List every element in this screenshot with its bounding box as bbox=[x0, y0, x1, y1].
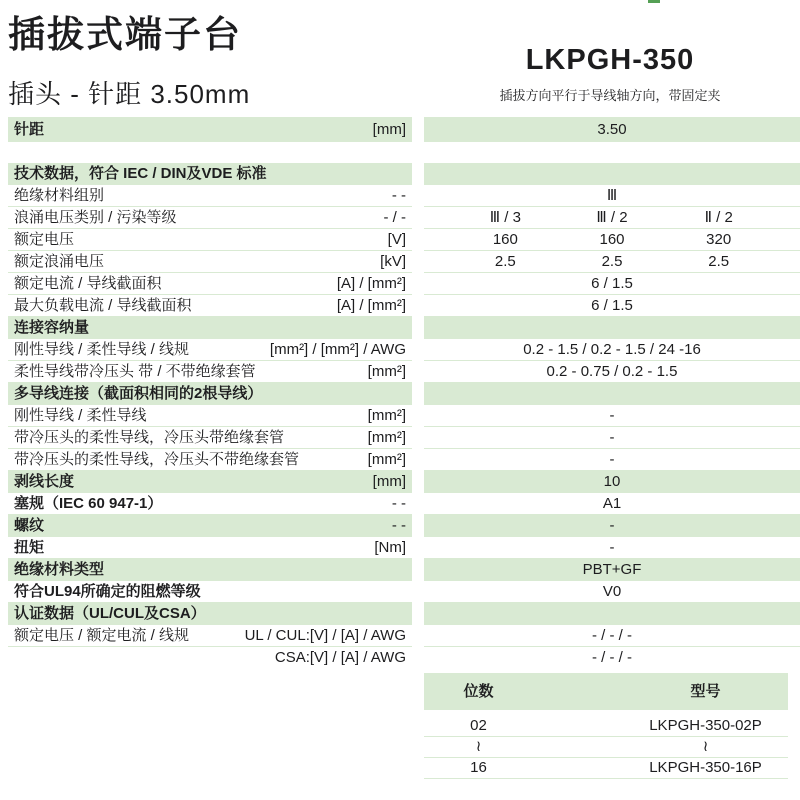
spec-row-left bbox=[8, 625, 412, 647]
spec-row-values bbox=[424, 317, 800, 339]
spec-row-left bbox=[8, 647, 412, 669]
model-table-row bbox=[424, 716, 788, 737]
spec-row-left bbox=[8, 251, 412, 273]
spec-label: 多导线连接（截面积相同的2根导线） bbox=[14, 385, 263, 402]
spec-row-values bbox=[424, 207, 800, 229]
spec-row-left bbox=[8, 361, 412, 383]
spec-table bbox=[0, 117, 800, 669]
model-partnumber-cell: ≀ bbox=[702, 738, 709, 755]
spec-row bbox=[0, 427, 800, 449]
spec-row bbox=[0, 559, 800, 581]
spec-row bbox=[0, 185, 800, 207]
spec-value: Ⅲ / 3 bbox=[489, 209, 521, 226]
spec-row-left bbox=[8, 449, 412, 471]
model-positions-cell: 16 bbox=[470, 759, 487, 776]
spec-row-left bbox=[8, 185, 412, 207]
model-partnumber-cell: LKPGH-350-02P bbox=[649, 717, 762, 734]
spec-value: 160 bbox=[599, 231, 625, 248]
spec-unit: [V] bbox=[387, 231, 406, 248]
spec-row-values bbox=[424, 471, 800, 493]
spec-row bbox=[0, 493, 800, 515]
spec-row bbox=[0, 471, 800, 493]
spec-label: 刚性导线 / 柔性导线 / 线规 bbox=[14, 341, 190, 358]
spec-label: 浪涌电压类别 / 污染等级 bbox=[14, 209, 177, 226]
spec-row-left bbox=[8, 117, 412, 142]
spec-row-left bbox=[8, 229, 412, 251]
spec-row bbox=[0, 405, 800, 427]
spec-row-values bbox=[424, 625, 800, 647]
spec-row-values bbox=[424, 603, 800, 625]
spec-row bbox=[0, 229, 800, 251]
spec-row bbox=[0, 207, 800, 229]
spec-value: A1 bbox=[602, 495, 622, 512]
model-table-row bbox=[424, 758, 788, 779]
section-header-row bbox=[0, 603, 800, 625]
spec-unit: [kV] bbox=[380, 253, 406, 270]
spec-row-values bbox=[424, 295, 800, 317]
spec-row-left bbox=[8, 515, 412, 537]
spec-row-values bbox=[424, 185, 800, 207]
model-table-header-partnumber: 型号 bbox=[690, 683, 721, 700]
section-header-row bbox=[0, 383, 800, 405]
spec-row-left bbox=[8, 207, 412, 229]
spec-value: 2.5 bbox=[708, 253, 730, 270]
spec-label: 连接容纳量 bbox=[14, 319, 90, 336]
spec-label: 额定电压 / 额定电流 / 线规 bbox=[14, 627, 190, 644]
spec-unit: [mm²] bbox=[367, 363, 406, 380]
spec-row bbox=[0, 581, 800, 603]
spec-row-values bbox=[424, 383, 800, 405]
spec-value: - bbox=[609, 517, 615, 534]
spec-unit: [mm] bbox=[372, 121, 406, 138]
spec-value: - bbox=[609, 539, 615, 556]
spec-label: 剥线长度 bbox=[14, 473, 75, 490]
model-partnumber-cell: LKPGH-350-16P bbox=[649, 759, 762, 776]
spec-row bbox=[0, 361, 800, 383]
spec-row-values bbox=[424, 449, 800, 471]
spec-unit: [mm²] bbox=[367, 407, 406, 424]
spec-value: Ⅱ / 2 bbox=[704, 209, 733, 226]
section-header-row bbox=[0, 317, 800, 339]
spec-value: 0.2 - 0.75 / 0.2 - 1.5 bbox=[546, 363, 678, 380]
spec-row-values bbox=[424, 427, 800, 449]
section-header-row bbox=[0, 163, 800, 185]
spec-row-left bbox=[8, 493, 412, 515]
spec-value: 3.50 bbox=[597, 121, 627, 138]
spec-row-values bbox=[424, 405, 800, 427]
spec-label: 额定电流 / 导线截面积 bbox=[14, 275, 162, 292]
spec-value: V0 bbox=[602, 583, 622, 600]
spec-row-values bbox=[424, 251, 800, 273]
spec-row-left bbox=[8, 581, 412, 603]
spec-row-values bbox=[424, 515, 800, 537]
model-number: LKPGH-350 bbox=[525, 44, 695, 76]
spec-unit: CSA:[V] / [A] / AWG bbox=[274, 649, 406, 666]
spec-label: 绝缘材料组别 bbox=[14, 187, 105, 204]
spec-row-left bbox=[8, 163, 412, 185]
spec-row bbox=[0, 515, 800, 537]
spec-label: 柔性导线带冷压头 带 / 不带绝缘套管 bbox=[14, 363, 256, 380]
spec-row-values bbox=[424, 581, 800, 603]
spec-value: PBT+GF bbox=[582, 561, 642, 578]
model-table-header bbox=[424, 673, 788, 710]
spec-row-values bbox=[424, 229, 800, 251]
spec-label: 符合UL94所确定的阻燃等级 bbox=[14, 583, 201, 600]
spec-value: 2.5 bbox=[494, 253, 516, 270]
spec-unit: - / - bbox=[383, 209, 406, 226]
model-table-row bbox=[424, 737, 788, 758]
model-block bbox=[424, 0, 796, 104]
spec-value: - / - / - bbox=[592, 649, 632, 666]
spec-unit: [A] / [mm²] bbox=[336, 297, 406, 314]
model-tagline: 插拔方向平行于导线轴方向，带固定夹 bbox=[499, 88, 721, 103]
spec-row bbox=[0, 625, 800, 647]
model-positions-cell: 02 bbox=[470, 717, 487, 734]
spec-row-left bbox=[8, 273, 412, 295]
spec-row-left bbox=[8, 427, 412, 449]
spec-row-values bbox=[424, 537, 800, 559]
page-title: 插拔式端子台 bbox=[8, 14, 242, 55]
spec-unit: [mm] bbox=[372, 473, 406, 490]
spec-row-left bbox=[8, 295, 412, 317]
spec-label: 螺纹 bbox=[14, 517, 45, 534]
spec-value: 160 bbox=[492, 231, 518, 248]
spec-unit: [A] / [mm²] bbox=[336, 275, 406, 292]
page-subtitle: 插头 - 针距 3.50mm bbox=[8, 79, 251, 109]
spec-row-values bbox=[424, 493, 800, 515]
spec-value: - bbox=[609, 407, 615, 424]
spec-row-values bbox=[424, 339, 800, 361]
spec-row-values bbox=[424, 647, 800, 669]
spec-value: 2.5 bbox=[601, 253, 623, 270]
spec-row bbox=[0, 449, 800, 471]
spec-value: Ⅲ / 2 bbox=[596, 209, 628, 226]
spec-label: 最大负载电流 / 导线截面积 bbox=[14, 297, 192, 314]
spec-row bbox=[0, 273, 800, 295]
page-header bbox=[0, 0, 800, 117]
spec-label: 带冷压头的柔性导线，冷压头带绝缘套管 bbox=[14, 429, 285, 446]
spec-row-values bbox=[424, 273, 800, 295]
spec-row-left bbox=[8, 317, 412, 339]
spec-unit: [Nm] bbox=[374, 539, 406, 556]
spec-unit: UL / CUL:[V] / [A] / AWG bbox=[244, 627, 406, 644]
model-positions-cell: ≀ bbox=[475, 738, 482, 755]
spec-row-left bbox=[8, 405, 412, 427]
spec-value: - / - / - bbox=[592, 627, 632, 644]
spec-value: 0.2 - 1.5 / 0.2 - 1.5 / 24 -16 bbox=[523, 341, 701, 358]
spec-row bbox=[0, 537, 800, 559]
spec-unit: - - bbox=[391, 517, 406, 534]
spec-row-left bbox=[8, 383, 412, 405]
spec-label: 刚性导线 / 柔性导线 bbox=[14, 407, 147, 424]
spec-unit: [mm²] bbox=[367, 451, 406, 468]
spec-value: 320 bbox=[706, 231, 732, 248]
spec-row-left bbox=[8, 471, 412, 493]
spec-row-left bbox=[8, 537, 412, 559]
spec-unit: [mm²] bbox=[367, 429, 406, 446]
spec-unit: - - bbox=[391, 187, 406, 204]
spec-unit: [mm²] / [mm²] / AWG bbox=[269, 341, 406, 358]
model-table-body bbox=[424, 716, 788, 779]
spec-unit: - - bbox=[391, 495, 406, 512]
spec-label: 针距 bbox=[14, 121, 45, 138]
spec-row-values bbox=[424, 559, 800, 581]
spec-row-left bbox=[8, 559, 412, 581]
spec-label: 绝缘材料类型 bbox=[14, 561, 105, 578]
spec-label: 塞规（IEC 60 947-1） bbox=[14, 495, 163, 512]
model-table bbox=[424, 673, 788, 779]
green-artifact bbox=[648, 0, 660, 3]
spec-row-values bbox=[424, 117, 800, 142]
spec-label: 认证数据（UL/CUL及CSA） bbox=[14, 605, 206, 622]
spec-row-left bbox=[8, 603, 412, 625]
spec-value: Ⅲ bbox=[606, 187, 618, 204]
spec-row bbox=[0, 117, 800, 142]
spec-value: - bbox=[609, 451, 615, 468]
spec-row bbox=[0, 339, 800, 361]
spacer-row bbox=[0, 142, 800, 163]
spec-label: 扭矩 bbox=[14, 539, 45, 556]
spec-label: 技术数据，符合 IEC / DIN及VDE 标准 bbox=[14, 165, 267, 182]
spec-value: - bbox=[609, 429, 615, 446]
spec-row-left bbox=[8, 339, 412, 361]
spec-value: 6 / 1.5 bbox=[591, 297, 633, 314]
spec-row-values bbox=[424, 163, 800, 185]
spec-label: 带冷压头的柔性导线，冷压头不带绝缘套管 bbox=[14, 451, 300, 468]
spec-row bbox=[0, 647, 800, 669]
spec-row bbox=[0, 251, 800, 273]
model-table-header-positions: 位数 bbox=[463, 683, 494, 700]
spec-row bbox=[0, 295, 800, 317]
spec-value: 10 bbox=[603, 473, 621, 490]
spec-label: 额定电压 bbox=[14, 231, 75, 248]
spec-label: 额定浪涌电压 bbox=[14, 253, 105, 270]
spec-value: 6 / 1.5 bbox=[591, 275, 633, 292]
spec-row-values bbox=[424, 361, 800, 383]
